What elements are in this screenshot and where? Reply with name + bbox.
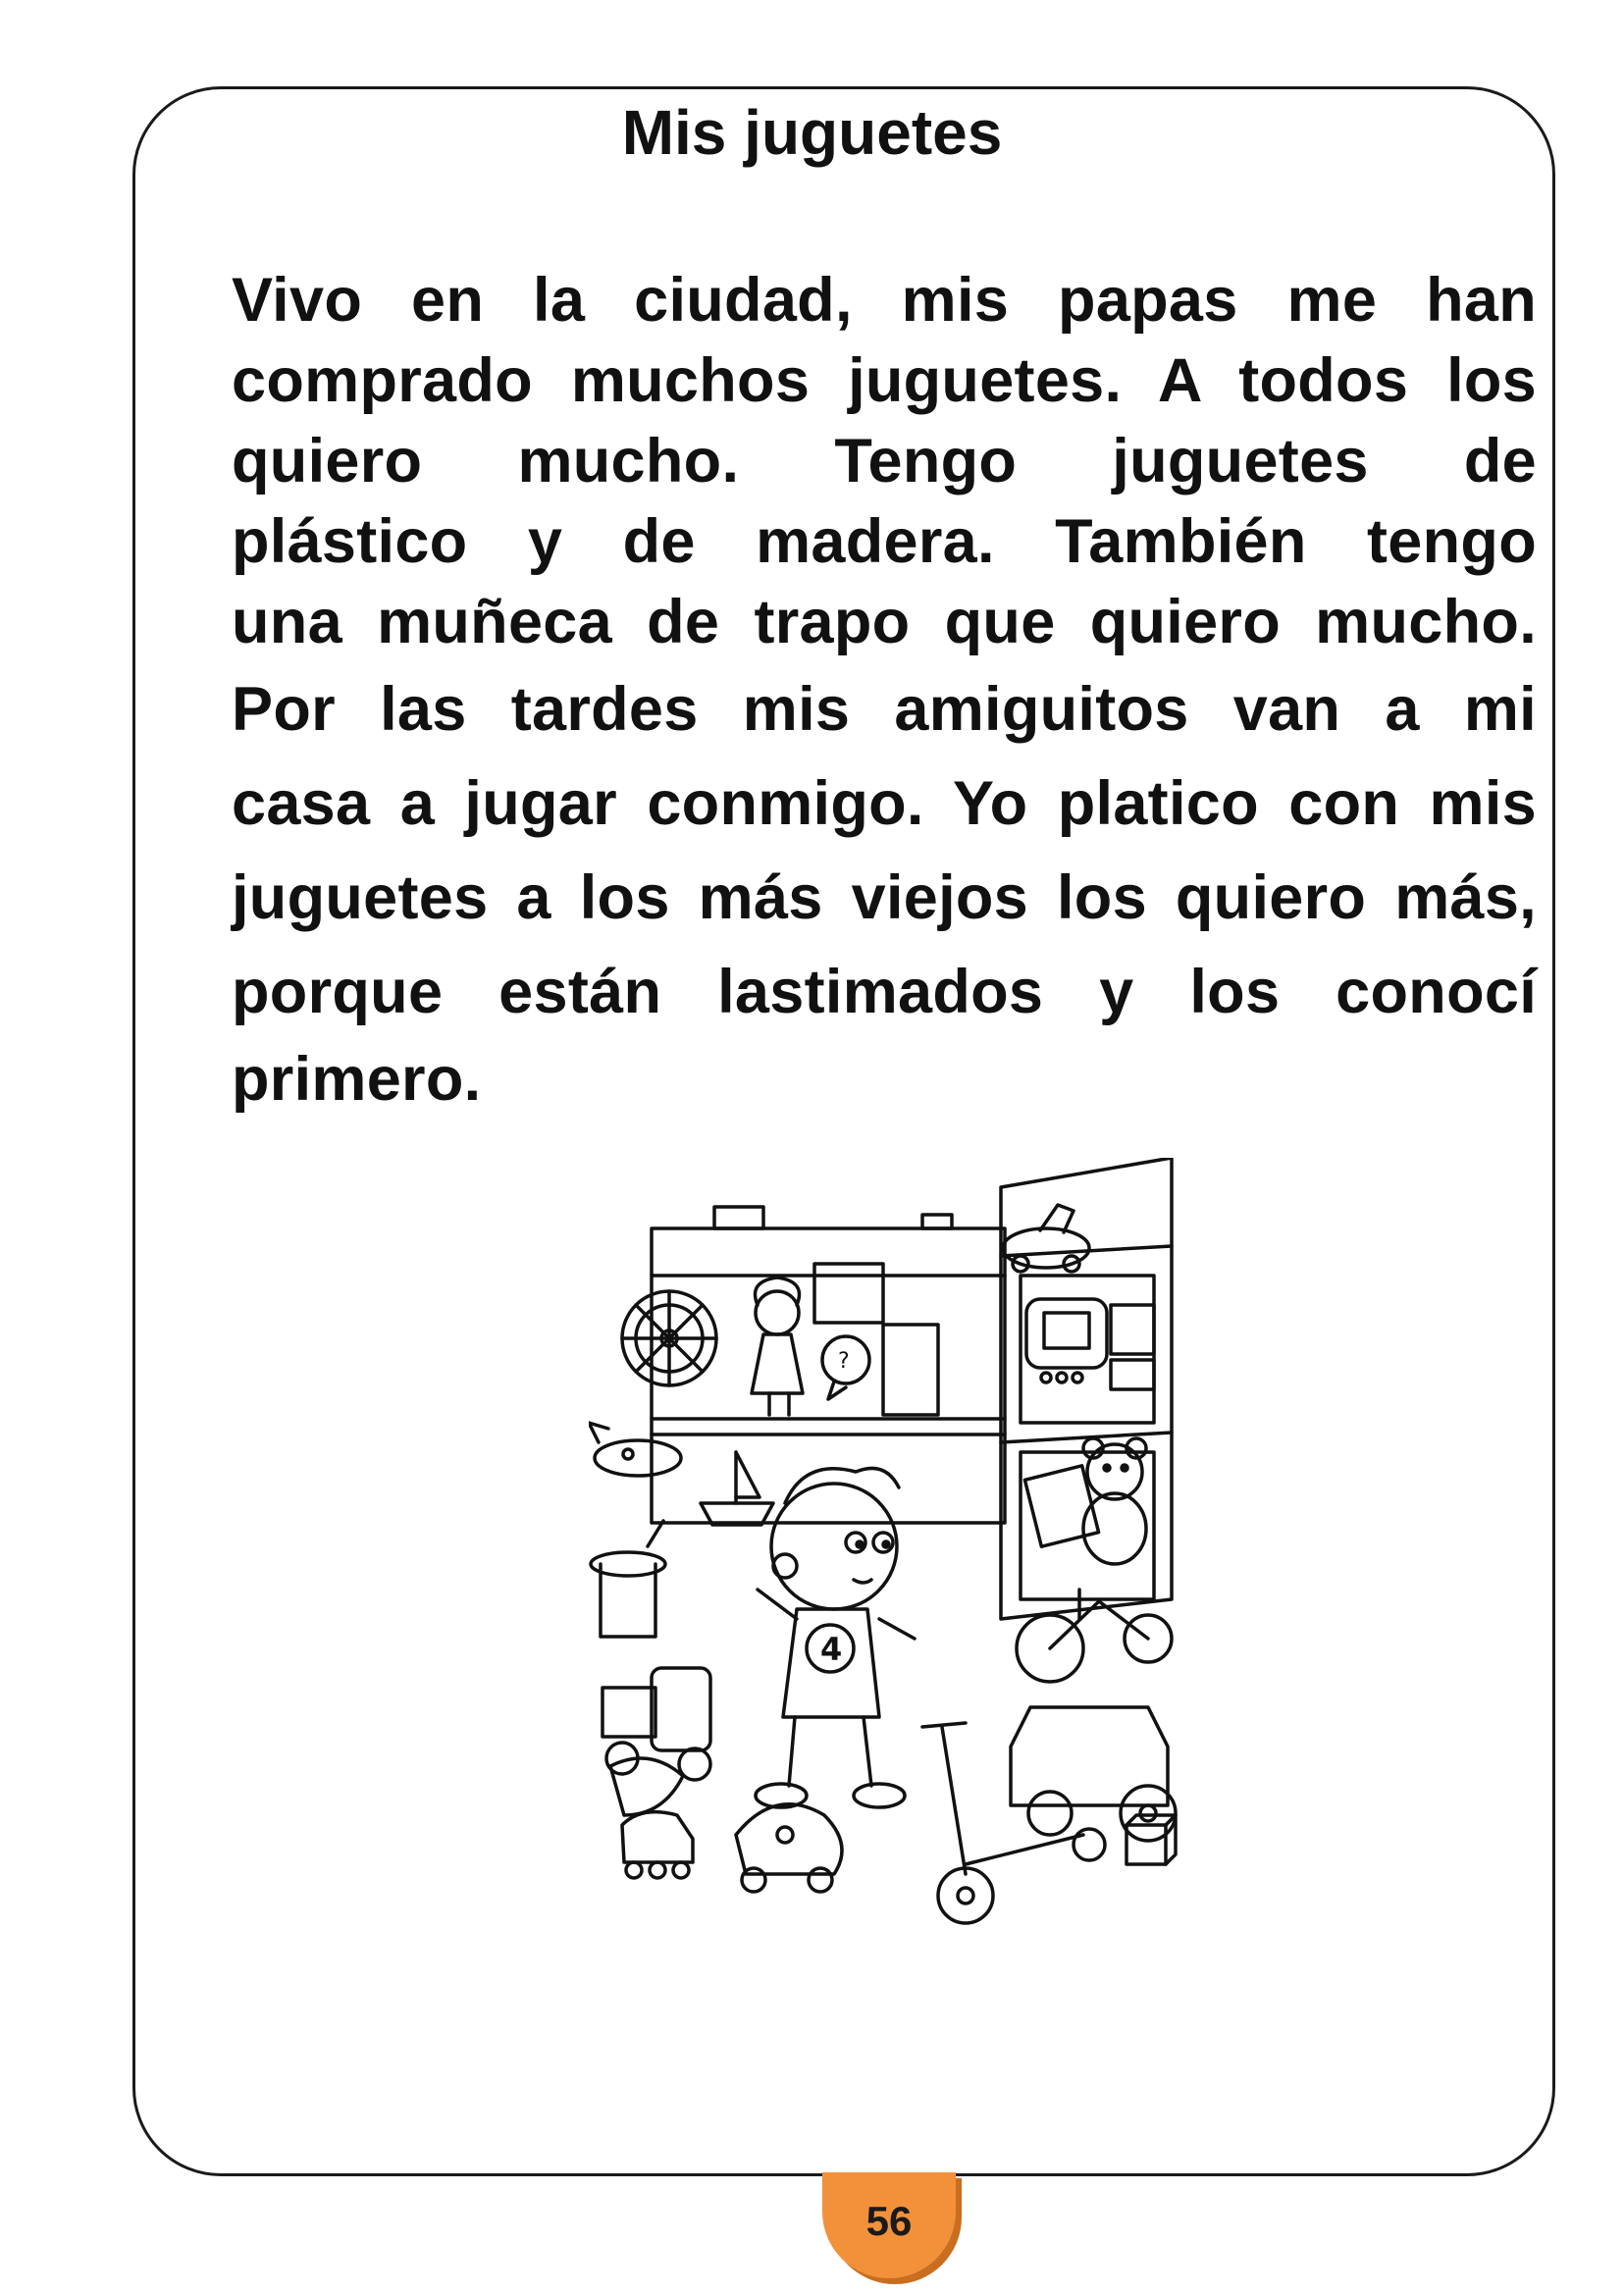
page-number: 56 [865,2198,913,2244]
story-line: comprado muchos juguetes. A todos los [232,346,1537,415]
story-line: una muñeca de trapo que quiero mucho. [232,588,1537,656]
page-number-badge [822,2178,960,2276]
story-text [232,260,1537,1120]
story-line: Por las tardes mis amiguitos van a mi [232,675,1537,744]
ship-wheel-icon [622,1291,716,1385]
toy-car-icon [736,1804,842,1892]
doll-icon [752,1278,803,1415]
teddy-bear-icon [1083,1438,1146,1564]
story-line: primero. [232,1045,482,1114]
shirt-number: 4 [820,1631,843,1668]
speech-bubble-icon [822,1336,869,1399]
roller-skate-icon [610,1758,693,1878]
story-line: porque están lastimados y los conocí [232,958,1537,1026]
svg-text:?: ? [838,1349,850,1374]
story-line: quiero mucho. Tengo juguetes de [232,427,1537,496]
scooter-icon [922,1723,1105,1923]
ride-on-car-icon [1011,1707,1176,1841]
toy-plane-left-icon [589,1423,681,1476]
story-line: plástico y de madera. También tengo [232,507,1537,576]
toy-room-illustration [589,1158,1187,1933]
story-line: Vivo en la ciudad, mis papas me han [232,266,1537,335]
story-line: juguetes a los más viejos los quiero más, [232,863,1537,932]
magic-hat-icon [591,1521,665,1637]
game-console-icon [1026,1299,1107,1382]
boy-figure-icon [756,1468,915,1807]
sailboat-icon [701,1452,773,1525]
left-shelf-icon [652,1207,1005,1523]
toy-airplane-icon [1003,1205,1089,1272]
story-line: casa a jugar conmigo. Yo platico con mis [232,769,1537,838]
page-title: Mis juguetes [621,97,1003,168]
